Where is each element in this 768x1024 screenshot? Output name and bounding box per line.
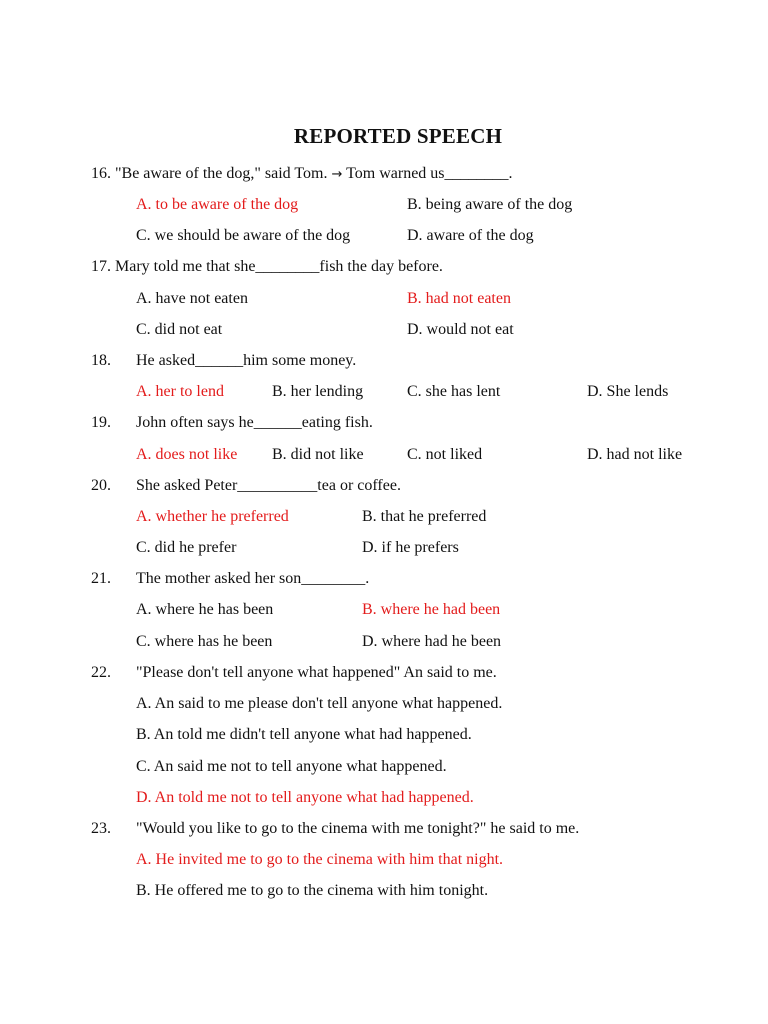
question-17-stem: 17. Mary told me that she________fish the day before. (91, 258, 443, 275)
page-title: REPORTED SPEECH (293, 124, 503, 148)
question-18-option-d: D. She lends (587, 383, 669, 400)
question-18-stem: He asked______him some money. (136, 352, 357, 369)
question-21-option-c: C. where has he been (136, 633, 273, 650)
question-16-option-d: D. aware of the dog (407, 227, 534, 244)
question-16-stem (91, 164, 513, 185)
arrow-right-icon: → (331, 167, 343, 182)
question-20-option-a: A. whether he preferred (136, 508, 289, 525)
question-19-option-b: B. did not like (272, 446, 364, 463)
question-19-option-d: D. had not like (587, 446, 683, 463)
question-22-stem: "Please don't tell anyone what happened" An said to me. (136, 664, 497, 681)
question-22-option-c: C. An said me not to tell anyone what happened. (136, 758, 447, 775)
question-20-option-c: C. did he prefer (136, 539, 237, 556)
question-17-option-a: A. have not eaten (136, 290, 248, 307)
question-16-prompt: Tom warned us________. (346, 165, 513, 182)
question-17-option-b: B. had not eaten (407, 290, 511, 307)
question-18-option-a: A. her to lend (136, 383, 224, 400)
question-18-number: 18. (91, 352, 111, 369)
question-21-option-d: D. where had he been (362, 633, 502, 650)
question-21-number: 21. (91, 570, 111, 587)
question-17-option-c: C. did not eat (136, 321, 223, 338)
question-23-number: 23. (91, 820, 111, 837)
question-21-stem: The mother asked her son________. (136, 570, 370, 587)
question-18-option-c: C. she has lent (407, 383, 501, 400)
question-16-option-a: A. to be aware of the dog (136, 196, 299, 213)
question-16-quote: 16. "Be aware of the dog," said Tom. (91, 165, 328, 182)
question-21-option-a: A. where he has been (136, 601, 274, 618)
question-22-option-a: A. An said to me please don't tell anyone what happened. (136, 695, 503, 712)
question-20-option-b: B. that he preferred (362, 508, 487, 525)
question-20-number: 20. (91, 477, 111, 494)
question-23-option-b: B. He offered me to go to the cinema with him tonight. (136, 882, 489, 899)
question-16-option-c: C. we should be aware of the dog (136, 227, 351, 244)
question-22-option-b: B. An told me didn't tell anyone what had happened. (136, 726, 472, 743)
question-19-number: 19. (91, 414, 111, 431)
question-21-option-b: B. where he had been (362, 601, 501, 618)
question-19-option-c: C. not liked (407, 446, 483, 463)
question-22-number: 22. (91, 664, 111, 681)
question-19-stem: John often says he______eating fish. (136, 414, 373, 431)
question-20-option-d: D. if he prefers (362, 539, 459, 556)
question-20-stem: She asked Peter__________tea or coffee. (136, 477, 401, 494)
question-17-option-d: D. would not eat (407, 321, 514, 338)
question-19-option-a: A. does not like (136, 446, 238, 463)
question-23-stem: "Would you like to go to the cinema with me tonight?" he said to me. (136, 820, 580, 837)
question-22-option-d: D. An told me not to tell anyone what had happened. (136, 789, 474, 806)
question-18-option-b: B. her lending (272, 383, 364, 400)
question-16-option-b: B. being aware of the dog (407, 196, 573, 213)
question-23-option-a: A. He invited me to go to the cinema with him that night. (136, 851, 504, 868)
